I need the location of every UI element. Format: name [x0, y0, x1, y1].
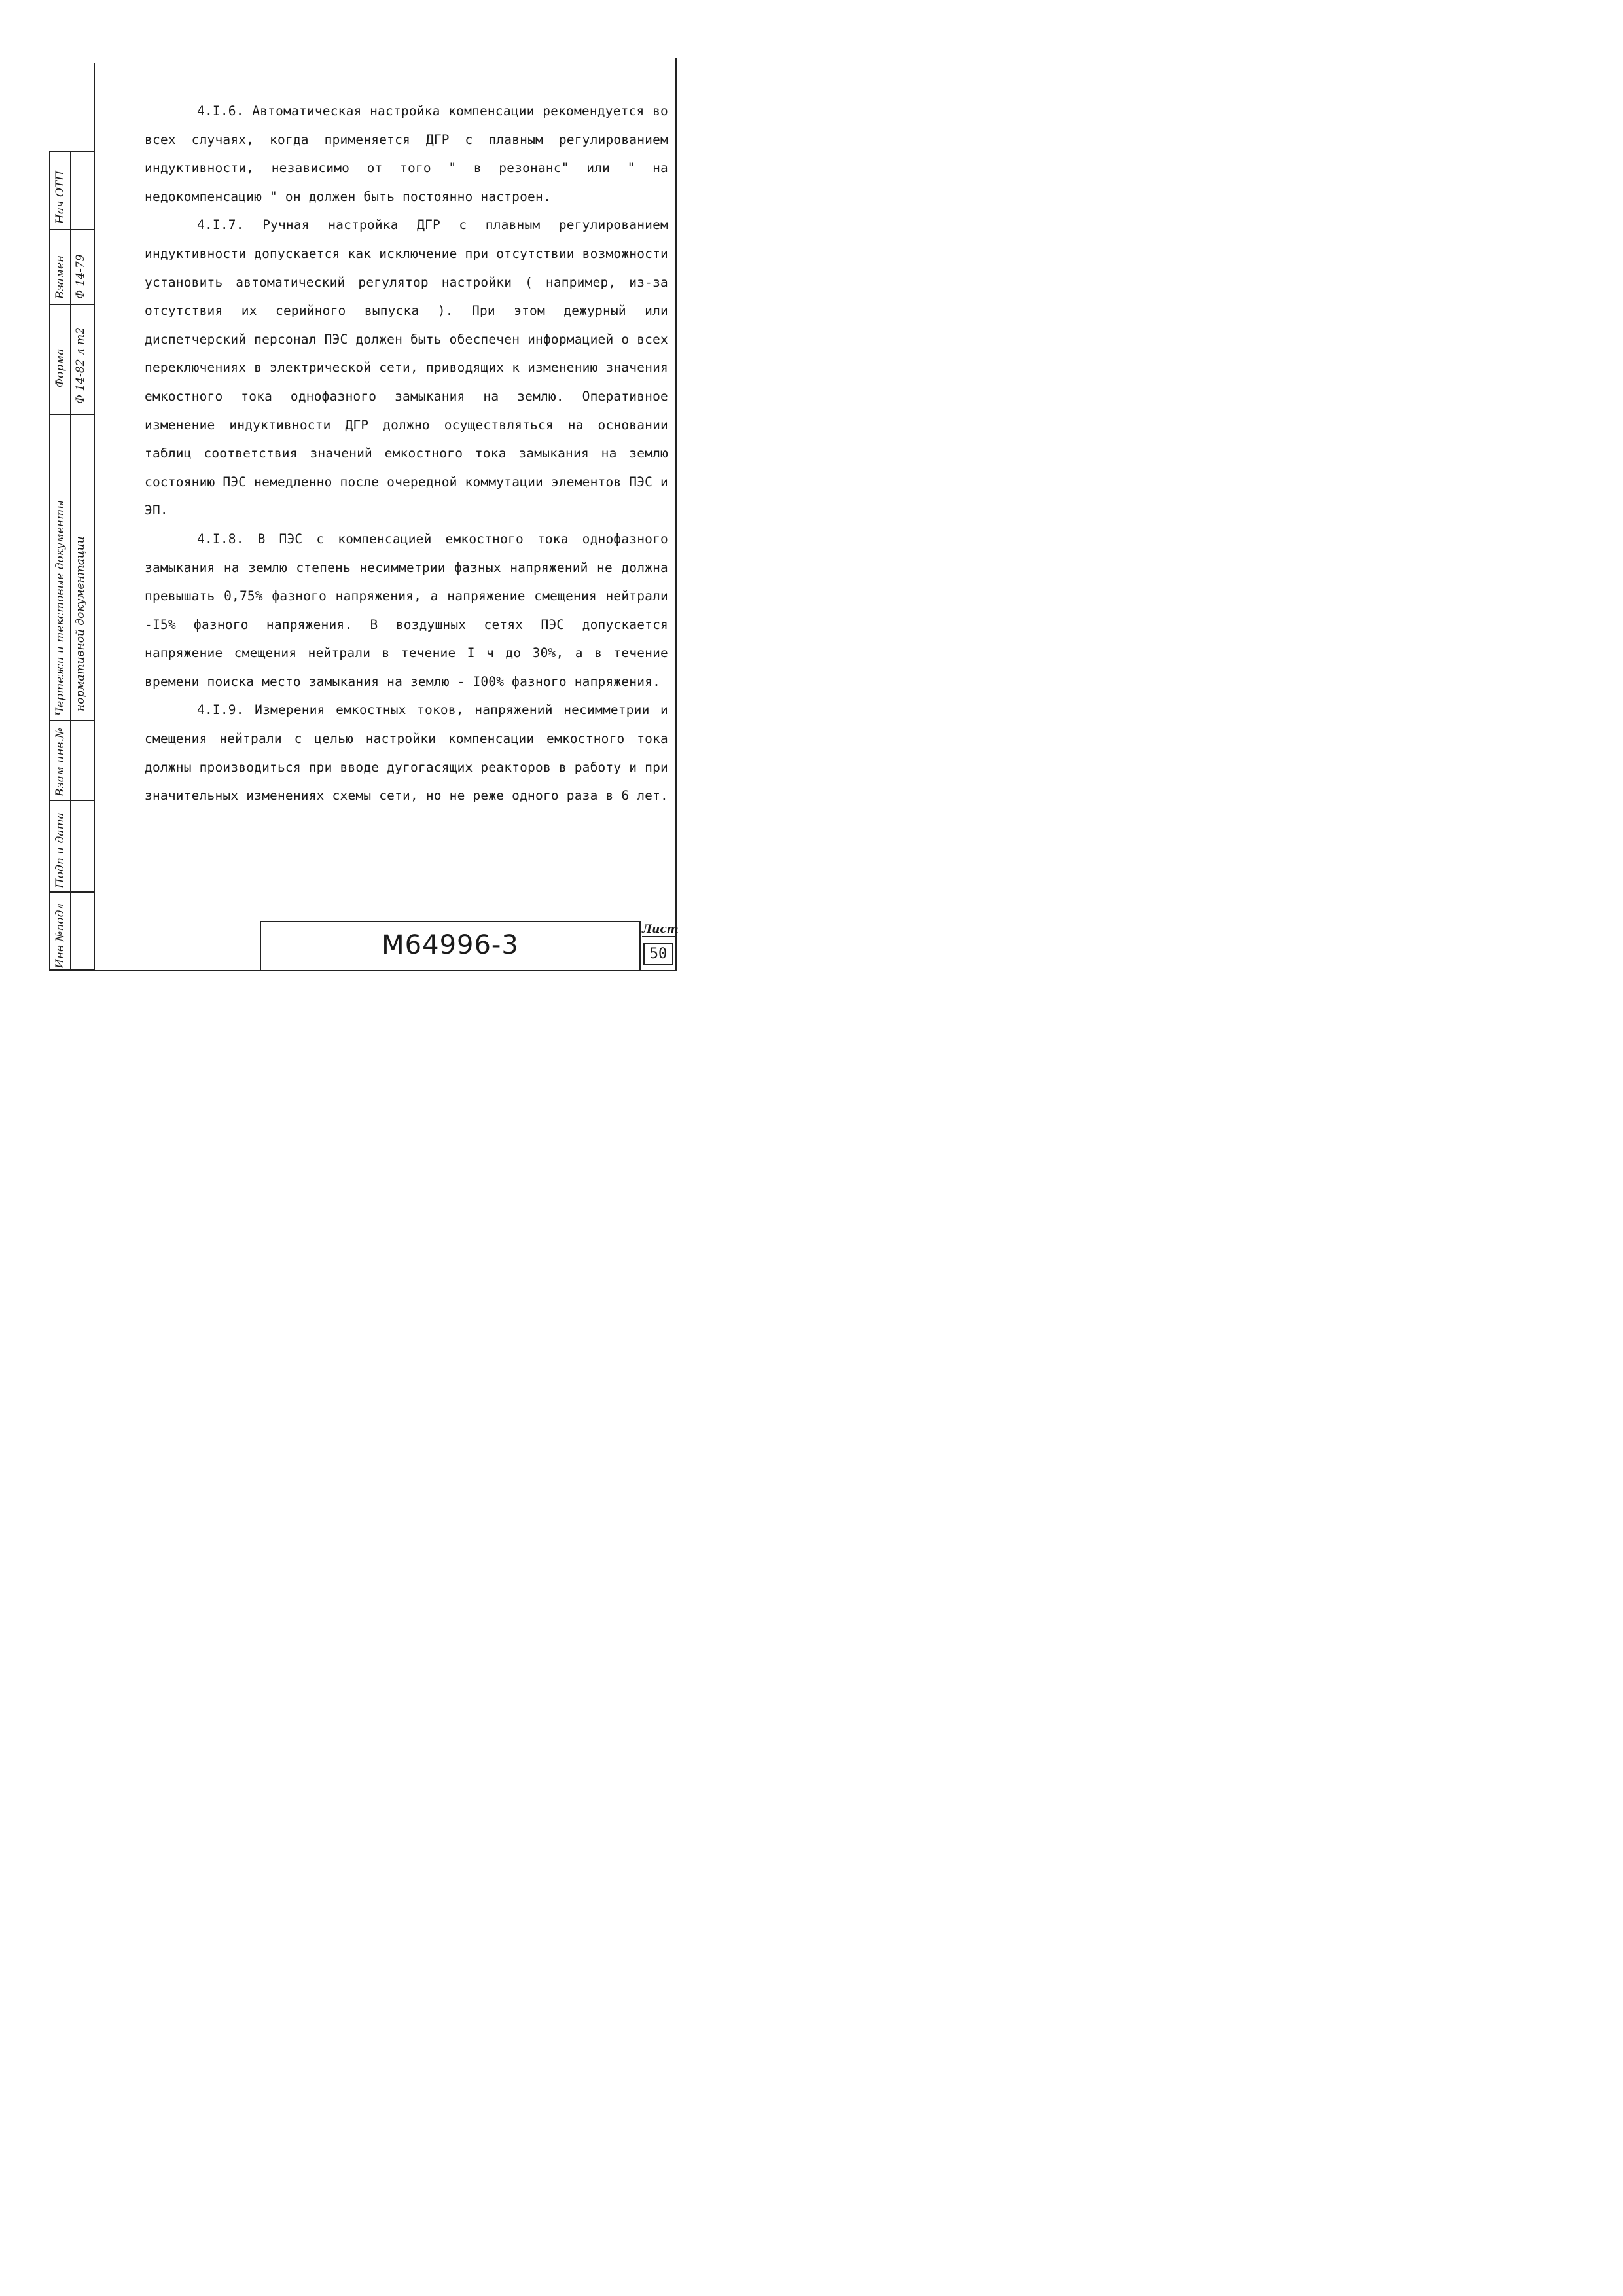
stamp-label-sign-date: Подп и дата	[54, 812, 67, 888]
stamp-label-head-otp: Нач ОТП	[54, 170, 67, 224]
stamp-value-normative: нормативной документации	[74, 536, 87, 711]
document-body	[145, 97, 668, 810]
paragraph-4-1-6: 4.I.6. Автоматическая настройка компенсации рекомендуется во всех случаях, когда применяется ДГР с плавным регулированием индуктивности, независимо от того " в резонанс" или " на недокомпенсацию " он должен быть постоянно настроен.	[145, 103, 668, 204]
side-stamp	[49, 151, 94, 971]
stamp-divider	[50, 891, 94, 893]
stamp-divider	[50, 304, 94, 305]
stamp-divider	[50, 800, 94, 801]
stamp-label-form: Форма	[54, 348, 67, 387]
title-block	[260, 921, 641, 971]
frame-left-line	[94, 63, 95, 971]
stamp-divider	[50, 414, 94, 415]
stamp-label-drawings: Чертежи и текстовые документы	[54, 499, 67, 716]
sheet-label: Лист	[642, 923, 679, 936]
stamp-label-inv-orig: Инв №подл	[54, 903, 67, 969]
sheet-box	[641, 921, 677, 971]
frame-right-line	[675, 58, 677, 971]
stamp-label-replaces: Взамен	[54, 255, 67, 299]
paragraph-4-1-9: 4.I.9. Измерения емкостных токов, напряжений несимметрии и смещения нейтрали с целью настройки компенсации емкостного тока должны производиться при вводе дугогасящих реакторов в работу и при значительных изменениях схемы сети, но не реже одного раза в 6 лет.	[145, 702, 668, 804]
document-number: М64996-3	[382, 930, 519, 960]
paragraph-4-1-7: 4.I.7. Ручная настройка ДГР с плавным регулированием индуктивности допускается как исключение при отсутствии возможности установить автоматический регулятор настройки ( например, из-за отсутствия их серийного выпуска ). При этом дежурный или диспетчерский персонал ПЭС должен быть обеспечен информацией о всех переключениях в электрической сети, приводящих к изменению значения емкостного тока однофазного замыкания на землю. Оперативное изменение индуктивности ДГР должно осуществляться на основании таблиц соответствия значений емкостного тока замыкания на землю состоянию ПЭС немедленно после очередной коммутации элементов ПЭС и ЭП.	[145, 217, 668, 518]
stamp-label-inv-replace: Взам инв.№	[54, 728, 67, 797]
stamp-divider	[50, 720, 94, 721]
stamp-value-form: Ф 14-82 л т2	[74, 327, 87, 404]
stamp-value-replaces: Ф 14-79	[74, 254, 87, 299]
sheet-number: 50	[643, 943, 673, 965]
stamp-divider	[50, 229, 94, 230]
stamp-column-divider	[70, 152, 71, 969]
paragraph-4-1-8: 4.I.8. В ПЭС с компенсацией емкостного тока однофазного замыкания на землю степень несимметрии фазных напряжений не должна превышать 0,75% фазного напряжения, а напряжение смещения нейтрали -I5% фазного напряжения. В воздушных сетях ПЭС допускается напряжение смещения нейтрали в течение I ч до 30%, а в течение времени поиска место замыкания на землю - I00% фазного напряжения.	[145, 531, 668, 689]
